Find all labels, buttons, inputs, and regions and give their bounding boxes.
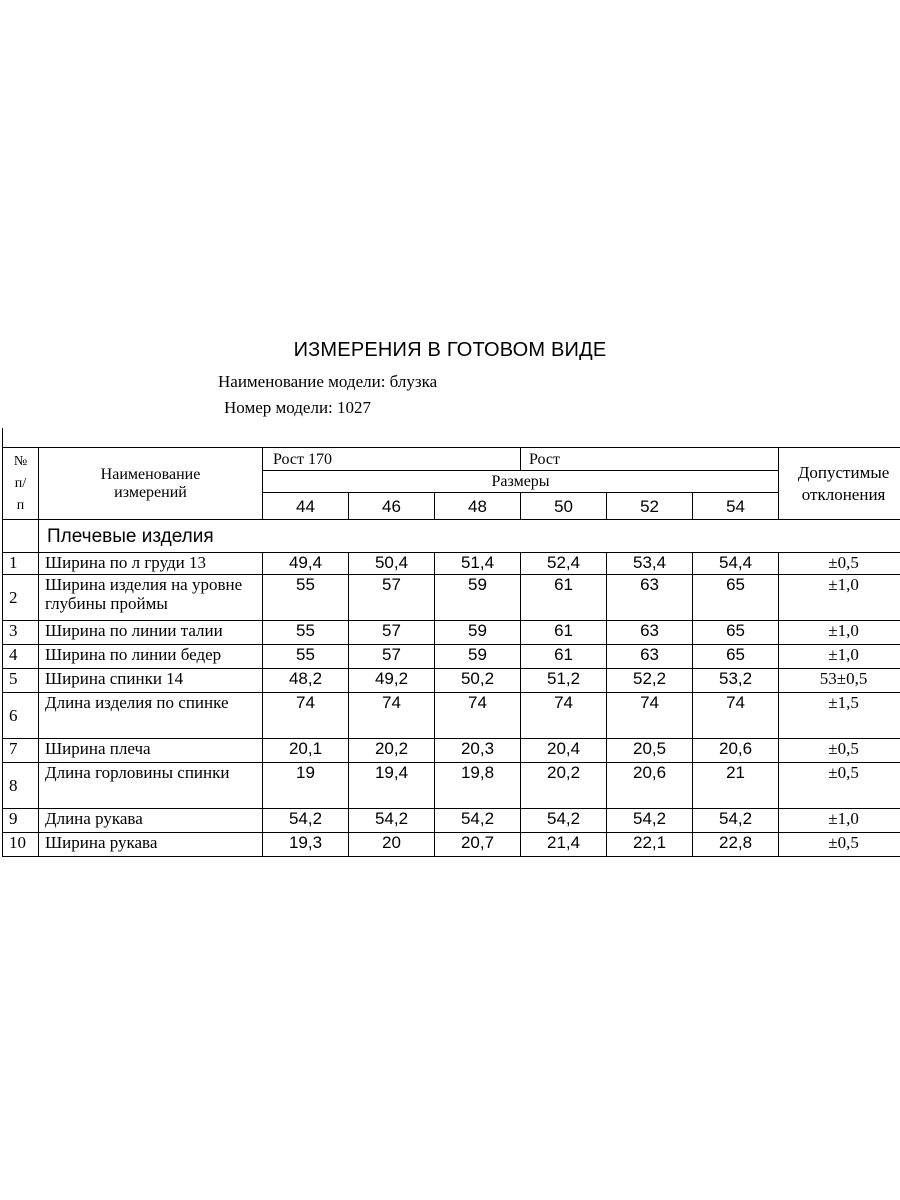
measurement-value: 54,2: [349, 809, 435, 833]
left-border-tick: [2, 428, 3, 448]
row-number: 7: [3, 739, 39, 763]
measurement-value: 54,2: [607, 809, 693, 833]
tolerance-value: ±1,0: [779, 809, 900, 833]
tolerance-value: ±1,5: [779, 693, 900, 739]
table-row: [3, 693, 900, 739]
size-header: 54: [693, 493, 779, 520]
measurement-value: 74: [263, 693, 349, 739]
measurement-value: 53,2: [693, 669, 779, 693]
measurement-value: 19,8: [435, 763, 521, 809]
measurement-value: 54,2: [435, 809, 521, 833]
measurement-value: 51,4: [435, 553, 521, 575]
measurement-value: 63: [607, 645, 693, 669]
tolerance-value: ±0,5: [779, 833, 900, 857]
measurement-value: 54,2: [693, 809, 779, 833]
measurement-value: 55: [263, 575, 349, 621]
header-measurement-name: Наименование измерений: [39, 448, 263, 520]
measurement-value: 54,4: [693, 553, 779, 575]
tolerance-value: ±1,0: [779, 621, 900, 645]
header-tolerance: Допустимые отклонения: [779, 448, 900, 520]
measurement-value: 20: [349, 833, 435, 857]
table-row: [3, 763, 900, 809]
table-row: [3, 645, 900, 669]
header-number: № п/ п: [3, 448, 39, 520]
measurement-value: 55: [263, 621, 349, 645]
measurement-value: 63: [607, 621, 693, 645]
measurement-value: 59: [435, 645, 521, 669]
measurement-value: 74: [607, 693, 693, 739]
row-number: 10: [3, 833, 39, 857]
measurement-name: Ширина рукава: [39, 833, 263, 857]
measurement-value: 22,8: [693, 833, 779, 857]
measurement-value: 19: [263, 763, 349, 809]
measurement-value: 52,4: [521, 553, 607, 575]
tolerance-value: ±0,5: [779, 739, 900, 763]
row-number: 1: [3, 553, 39, 575]
tolerance-value: ±0,5: [779, 553, 900, 575]
row-number: 6: [3, 693, 39, 739]
measurements-table: [2, 447, 900, 857]
table-row: [3, 809, 900, 833]
measurement-value: 54,2: [263, 809, 349, 833]
measurement-value: 20,3: [435, 739, 521, 763]
measurement-value: 21: [693, 763, 779, 809]
table-row: [3, 669, 900, 693]
measurement-name: Ширина изделия на уровне глубины проймы: [39, 575, 263, 621]
tolerance-value: 53±0,5: [779, 669, 900, 693]
table-row: [3, 739, 900, 763]
measurement-value: 19,3: [263, 833, 349, 857]
model-number: Номер модели: 1027: [224, 398, 372, 417]
measurement-value: 57: [349, 621, 435, 645]
row-number: 3: [3, 621, 39, 645]
measurement-name: Ширина плеча: [39, 739, 263, 763]
measurement-value: 20,2: [349, 739, 435, 763]
measurement-value: 61: [521, 575, 607, 621]
measurement-value: 53,4: [607, 553, 693, 575]
measurement-name: Длина изделия по спинке: [39, 693, 263, 739]
section-row: [3, 520, 900, 553]
measurement-value: 74: [521, 693, 607, 739]
measurement-value: 59: [435, 621, 521, 645]
measurement-value: 57: [349, 645, 435, 669]
row-number: 4: [3, 645, 39, 669]
header-sizes-label: Размеры: [263, 471, 779, 493]
measurement-value: 61: [521, 645, 607, 669]
measurement-value: 74: [693, 693, 779, 739]
measurement-value: 74: [349, 693, 435, 739]
measurement-value: 49,2: [349, 669, 435, 693]
header-height-left: Рост 170: [263, 448, 521, 471]
measurement-value: 59: [435, 575, 521, 621]
table-row: [3, 621, 900, 645]
measurement-value: 49,4: [263, 553, 349, 575]
measurement-value: 63: [607, 575, 693, 621]
table-body: [3, 448, 900, 857]
measurement-value: 61: [521, 621, 607, 645]
measurement-value: 65: [693, 621, 779, 645]
measurement-value: 50,4: [349, 553, 435, 575]
measurement-value: 55: [263, 645, 349, 669]
measurement-value: 51,2: [521, 669, 607, 693]
measurement-value: 57: [349, 575, 435, 621]
section-title: Плечевые изделия: [39, 520, 900, 553]
measurement-value: 65: [693, 575, 779, 621]
measurement-value: 20,5: [607, 739, 693, 763]
tolerance-value: ±1,0: [779, 645, 900, 669]
row-number: 9: [3, 809, 39, 833]
measurement-name: Ширина по линии талии: [39, 621, 263, 645]
measurement-name: Ширина спинки 14: [39, 669, 263, 693]
measurement-value: 54,2: [521, 809, 607, 833]
size-header: 48: [435, 493, 521, 520]
size-header: 44: [263, 493, 349, 520]
measurement-name: Длина рукава: [39, 809, 263, 833]
measurement-name: Длина горловины спинки: [39, 763, 263, 809]
measurement-name: Ширина по линии бедер: [39, 645, 263, 669]
row-number: 8: [3, 763, 39, 809]
row-number: 5: [3, 669, 39, 693]
measurement-value: 21,4: [521, 833, 607, 857]
measurement-value: 20,6: [693, 739, 779, 763]
measurement-value: 20,6: [607, 763, 693, 809]
header-height-right: Рост: [521, 448, 779, 471]
section-spacer: [3, 520, 39, 553]
measurement-value: 22,1: [607, 833, 693, 857]
tolerance-value: ±0,5: [779, 763, 900, 809]
row-number: 2: [3, 575, 39, 621]
measurement-value: 20,2: [521, 763, 607, 809]
page-title: ИЗМЕРЕНИЯ В ГОТОВОМ ВИДЕ: [293, 339, 607, 361]
model-name: Наименование модели: блузка: [218, 372, 438, 391]
size-header: 46: [349, 493, 435, 520]
table-row: [3, 575, 900, 621]
measurement-value: 20,4: [521, 739, 607, 763]
measurement-value: 65: [693, 645, 779, 669]
table-row: [3, 833, 900, 857]
table-row: [3, 553, 900, 575]
measurement-value: 20,7: [435, 833, 521, 857]
header-row-height: [3, 448, 900, 471]
measurement-name: Ширина по л груди 13: [39, 553, 263, 575]
measurement-value: 19,4: [349, 763, 435, 809]
tolerance-value: ±1,0: [779, 575, 900, 621]
measurement-value: 20,1: [263, 739, 349, 763]
measurement-value: 74: [435, 693, 521, 739]
measurement-value: 50,2: [435, 669, 521, 693]
measurement-value: 52,2: [607, 669, 693, 693]
size-header: 50: [521, 493, 607, 520]
measurement-value: 48,2: [263, 669, 349, 693]
size-header: 52: [607, 493, 693, 520]
